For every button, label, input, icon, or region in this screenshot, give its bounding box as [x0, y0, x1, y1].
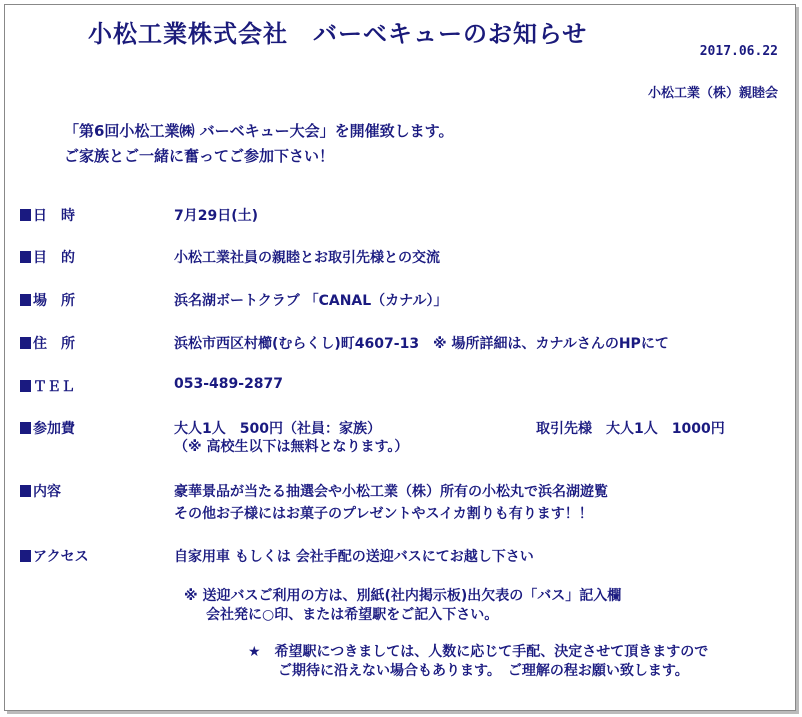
intro-line-1: 「第6回小松工業㈱ バーベキュー大会」を開催致します。: [64, 122, 454, 140]
square-bullet-icon: [20, 251, 31, 263]
purpose-label: 目 的: [20, 247, 75, 267]
square-bullet-icon: [20, 550, 31, 562]
organizer: 小松工業（株）親睦会: [647, 86, 778, 101]
content-line-2: その他お子様にはお菓子のプレゼントやスイカ割りも有ります！！: [174, 506, 593, 522]
datetime-label: 日 時: [20, 205, 75, 225]
datetime-value: 7月29日(土): [174, 208, 259, 224]
address-label: 住 所: [20, 333, 75, 353]
access-value: 自家用車 もしくは 会社手配の送迎バスにてお越し下さい: [174, 549, 534, 565]
notice-title: 小松工業株式会社 バーベキューのお知らせ: [88, 20, 588, 48]
square-bullet-icon: [20, 294, 31, 306]
fee-note: （※ 高校生以下は無料となります。）: [174, 439, 409, 455]
square-bullet-icon: [20, 209, 31, 221]
intro-line-2: ご家族とご一緒に奮ってご参加下さい！: [64, 147, 335, 165]
access-note-1-line-2: 会社発に○印、または希望駅をご記入下さい。: [206, 607, 499, 623]
fee-label: 参加費: [20, 418, 75, 438]
tel-value: 053-489-2877: [174, 376, 284, 392]
access-note-2-line-1: ★ 希望駅につきましては、人数に応じて手配、決定させて頂きますので: [248, 644, 709, 660]
access-label: アクセス: [20, 546, 89, 566]
content-line-1: 豪華景品が当たる抽選会や小松工業（株）所有の小松丸で浜名湖遊覧: [174, 484, 608, 500]
square-bullet-icon: [20, 485, 31, 497]
notice-date: 2017.06.22: [699, 44, 778, 59]
purpose-value: 小松工業社員の親睦とお取引先様との交流: [174, 250, 440, 266]
address-value: 浜松市西区村櫛(むらくし)町4607-13 ※ 場所詳細は、カナルさんのHPにて: [174, 336, 669, 352]
square-bullet-icon: [20, 422, 31, 434]
tel-label: ＴＥＬ: [20, 376, 75, 396]
venue-value: 浜名湖ボートクラブ 「CANAL（カナル）」: [174, 293, 448, 309]
venue-label: 場 所: [20, 290, 75, 310]
access-note-2-line-2: ご期待に沿えない場合もあります。 ご理解の程お願い致します。: [278, 663, 689, 679]
square-bullet-icon: [20, 337, 31, 349]
fee-value: 大人1人 500円（社員：家族）: [174, 421, 381, 437]
access-note-1-line-1: ※ 送迎バスご利用の方は、別紙(社内掲示板)出欠表の「バス」記入欄: [184, 588, 622, 604]
fee-value-partner: 取引先様 大人1人 1000円: [536, 421, 725, 437]
content-label: 内容: [20, 481, 61, 501]
square-bullet-icon: [20, 380, 31, 392]
